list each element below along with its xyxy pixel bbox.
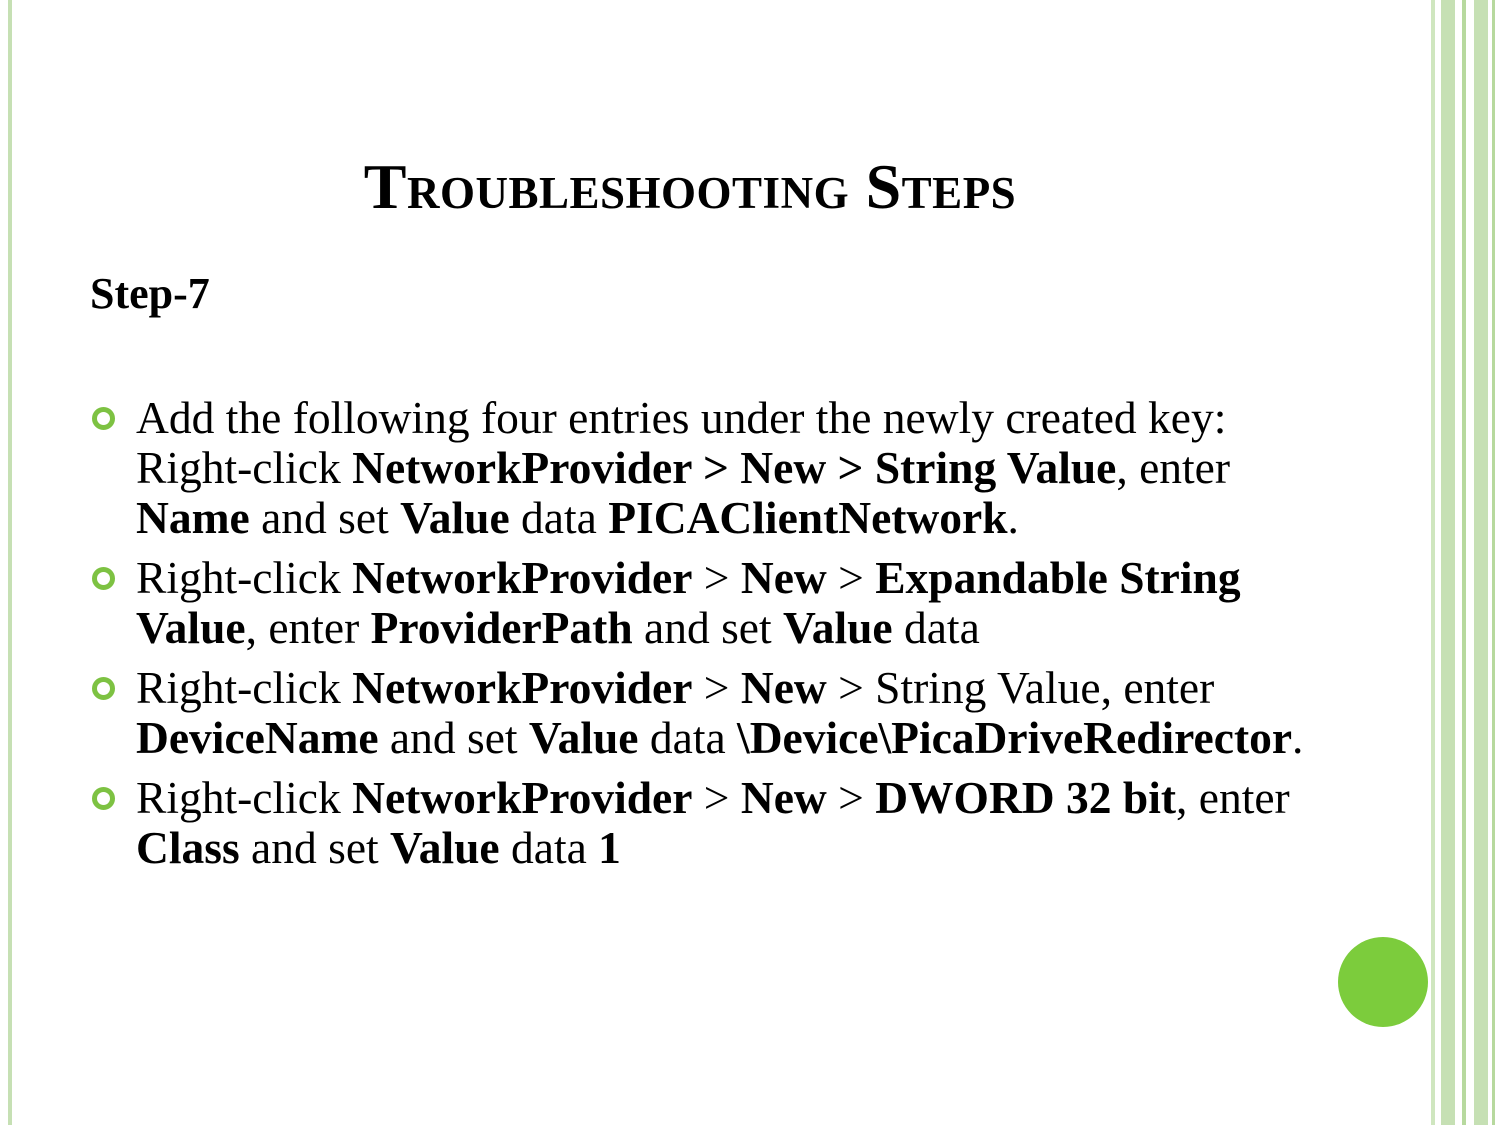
bullet-text-bold: Name: [136, 492, 250, 543]
right-stripe-decoration: [1462, 0, 1466, 1125]
bullet-text-bold: NetworkProvider: [352, 772, 693, 823]
bullet-text-bold: Class: [136, 822, 240, 873]
bullet-text-bold: NetworkProvider > New > String Value: [352, 442, 1117, 493]
bullet-text: >: [692, 552, 741, 603]
bullet-ring-icon: [92, 677, 115, 700]
bullet-text: data: [499, 822, 599, 873]
bullet-ring-icon: [92, 787, 115, 810]
bullet-text: and set: [249, 492, 401, 543]
bullet-text-bold: New: [740, 662, 827, 713]
bullet-text-bold: Expandable String Value: [136, 552, 1241, 653]
bullet-ring-icon: [92, 407, 115, 430]
bullet-text: .: [1007, 492, 1019, 543]
right-stripe-decoration: [1492, 0, 1495, 1125]
bullet-text: , enter: [1176, 772, 1290, 823]
bullet-text: Right-click: [136, 772, 353, 823]
right-stripe-decoration: [1474, 0, 1488, 1125]
bullet-text: >: [826, 552, 876, 603]
bullet-text-bold: NetworkProvider: [352, 552, 693, 603]
bullet-text: data: [638, 712, 738, 763]
bullet-item: [90, 773, 1310, 873]
bullet-text: >: [692, 772, 741, 823]
bullet-text-bold: New: [740, 772, 827, 823]
bullet-text-bold: PICAClientNetwork: [608, 492, 1008, 543]
bullet-text-bold: Value: [528, 712, 639, 763]
bullet-text: , enter: [1116, 442, 1231, 493]
bullet-text-bold: 1: [598, 822, 621, 873]
bullet-text: , enter: [245, 602, 371, 653]
step-heading: Step-7: [90, 269, 210, 318]
bullet-item: [90, 663, 1310, 763]
bullet-text: Add the following four entries under the newly created key: Right-click: [136, 392, 1227, 493]
bullet-text-bold: Value: [400, 492, 510, 543]
bullet-text-bold: DWORD 32 bit: [875, 772, 1177, 823]
bullet-text: and set: [632, 602, 784, 653]
bullet-text-bold: New: [740, 552, 827, 603]
right-stripe-decoration: [1441, 0, 1455, 1125]
right-stripe-decoration: [1431, 0, 1435, 1125]
bullet-text: Right-click: [136, 552, 353, 603]
bullet-text-bold: \Device\PicaDriveRedirector: [737, 712, 1293, 763]
bullet-item: [90, 393, 1310, 543]
bullet-list: [90, 393, 1310, 883]
bullet-text-bold: NetworkProvider: [352, 662, 693, 713]
green-circle-decoration: [1338, 937, 1428, 1027]
bullet-text: >: [692, 662, 741, 713]
bullet-text-bold: DeviceName: [136, 712, 379, 763]
bullet-text: and set: [239, 822, 391, 873]
bullet-text: > String Value, enter: [826, 662, 1215, 713]
bullet-text: and set: [378, 712, 529, 763]
bullet-text: data: [509, 492, 609, 543]
bullet-item: [90, 553, 1310, 653]
bullet-ring-icon: [92, 567, 115, 590]
bullet-text: data: [892, 602, 980, 653]
bullet-text: Right-click: [136, 662, 353, 713]
slide-title: Troubleshooting Steps: [363, 151, 1017, 222]
bullet-text: .: [1292, 712, 1304, 763]
bullet-text-bold: Value: [783, 602, 893, 653]
bullet-text: >: [826, 772, 876, 823]
bullet-text-bold: ProviderPath: [370, 602, 633, 653]
bullet-text-bold: Value: [390, 822, 500, 873]
